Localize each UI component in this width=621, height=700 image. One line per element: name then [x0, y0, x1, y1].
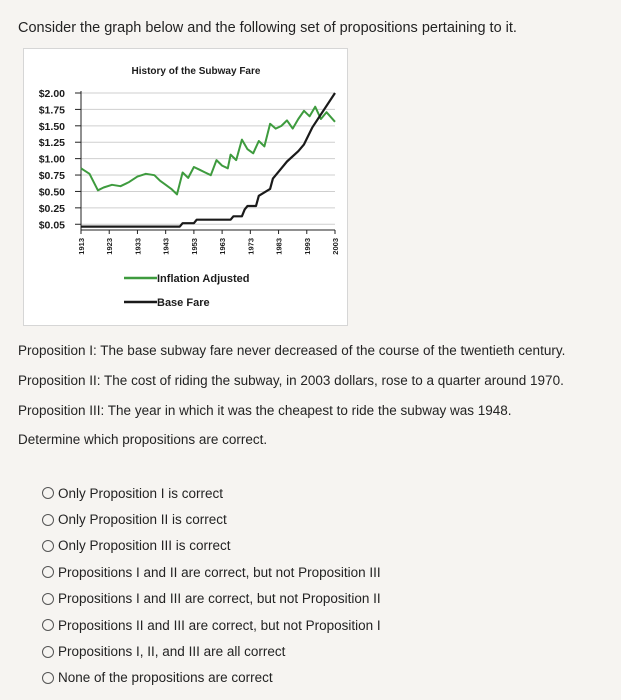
x-tick-label: 2003 — [331, 238, 340, 255]
legend-label: Base Fare — [157, 297, 210, 309]
option-label: Only Proposition III is correct — [58, 538, 231, 554]
x-axis-ticks — [77, 238, 340, 255]
radio-button-icon[interactable] — [42, 646, 54, 658]
option-label: Only Proposition II is correct — [58, 512, 227, 528]
y-tick-label: $0.05 — [38, 219, 65, 232]
option-label: None of the propositions are correct — [58, 670, 273, 686]
x-tick-label: 1933 — [133, 238, 143, 255]
subway-fare-chart — [23, 48, 348, 326]
radio-button-icon[interactable] — [42, 672, 54, 684]
x-tick-label: 1983 — [274, 238, 284, 255]
y-tick-label: $1.50 — [38, 120, 65, 133]
y-tick-label: $1.75 — [38, 104, 65, 117]
option-label: Only Proposition I is correct — [58, 485, 224, 501]
option-label: Propositions I and III are correct, but not Proposition II — [58, 591, 381, 607]
x-tick-label: 1993 — [302, 238, 312, 255]
radio-button-icon[interactable] — [42, 593, 54, 605]
option-only-i[interactable] — [42, 480, 381, 506]
y-tick-label: $0.50 — [38, 186, 65, 199]
option-i-and-ii[interactable] — [42, 559, 381, 585]
series-line-inflation-adjusted — [81, 107, 335, 195]
x-tick-label: 1943 — [161, 238, 171, 255]
chart-legend — [124, 273, 249, 309]
y-tick-label: $1.25 — [38, 137, 65, 150]
option-i-and-iii[interactable] — [42, 586, 381, 612]
y-tick-label: $0.75 — [38, 170, 65, 183]
option-all[interactable] — [42, 638, 381, 664]
chart-grid — [81, 93, 335, 224]
option-label: Propositions II and III are correct, but not Proposition I — [58, 617, 381, 633]
chart-svg — [24, 49, 347, 325]
proposition-3: Proposition III: The year in which it was the cheapest to ride the subway was 1948. — [18, 403, 512, 418]
option-none[interactable] — [42, 665, 381, 691]
y-tick-label: $2.00 — [38, 88, 65, 100]
legend-label: Inflation Adjusted — [157, 273, 250, 285]
radio-button-icon[interactable] — [42, 487, 54, 499]
series-line-base-fare — [81, 93, 335, 227]
question-intro: Consider the graph below and the following set of propositions pertaining to it. — [18, 20, 517, 36]
x-tick-label: 1913 — [77, 238, 86, 255]
chart-series — [81, 93, 335, 227]
y-axis-ticks — [39, 88, 65, 231]
chart-title: History of the Subway Fare — [131, 66, 261, 77]
proposition-2: Proposition II: The cost of riding the subway, in 2003 dollars, rose to a quarter around 1970. — [18, 373, 564, 388]
x-tick-label: 1963 — [218, 238, 228, 255]
radio-button-icon[interactable] — [42, 619, 54, 631]
proposition-1: Proposition I: The base subway fare never decreased of the course of the twentieth century. — [18, 343, 566, 358]
option-label: Propositions I and II are correct, but not Proposition III — [58, 564, 381, 580]
radio-button-icon[interactable] — [42, 566, 54, 578]
question-prompt: Determine which propositions are correct. — [18, 432, 268, 447]
x-tick-label: 1973 — [246, 238, 256, 255]
option-label: Propositions I, II, and III are all correct — [58, 644, 286, 660]
x-tick-label: 1953 — [189, 238, 199, 255]
option-only-iii[interactable] — [42, 533, 381, 559]
x-tick-label: 1923 — [105, 238, 115, 255]
chart-axes — [75, 91, 335, 234]
radio-button-icon[interactable] — [42, 514, 54, 526]
answer-options — [42, 480, 381, 691]
option-only-ii[interactable] — [42, 506, 381, 532]
y-tick-label: $1.00 — [38, 153, 65, 166]
radio-button-icon[interactable] — [42, 540, 54, 552]
option-ii-and-iii[interactable] — [42, 612, 381, 638]
y-tick-label: $0.25 — [38, 202, 65, 215]
